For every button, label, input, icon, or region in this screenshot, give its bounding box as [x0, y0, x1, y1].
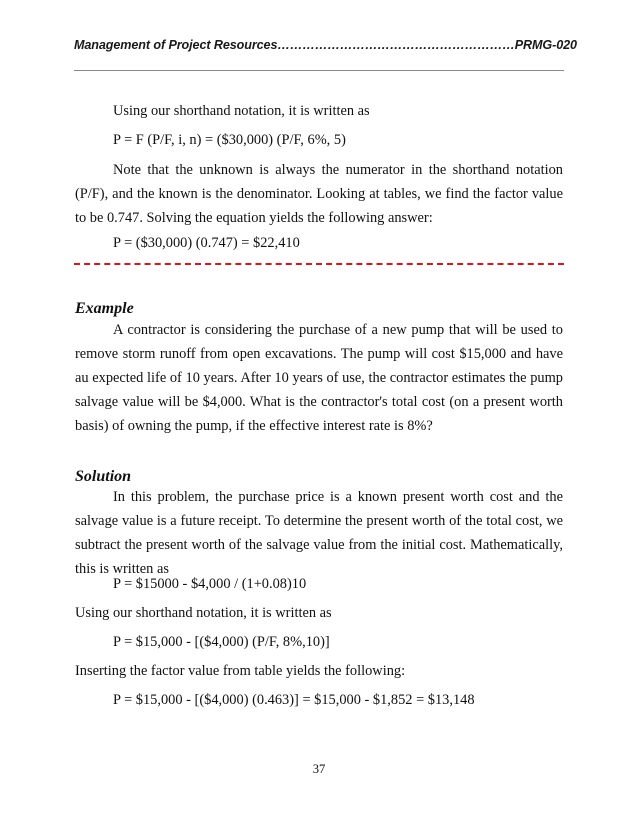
running-header: Management of Project Resources…………………………………………………PRMG-020 — [74, 38, 577, 52]
equation-solution-1: P = $15000 - $4,000 / (1+0.08)10 — [113, 576, 307, 592]
solution-paragraph: In this problem, the purchase price is a known present worth cost and the salvage value is a future receipt. To determine the present worth of the total cost, we subtract the present worth of the salvage value from the initial cost. Mathematically, this is written as — [75, 489, 563, 577]
section-divider — [74, 263, 564, 265]
page-number: 37 — [312, 762, 326, 776]
header-rule — [74, 70, 564, 71]
text-insert-factor: Inserting the factor value from table yields the following: — [75, 663, 406, 679]
paragraph-note: Note that the unknown is always the numerator in the shorthand notation (P/F), and the known is the denominator. Looking at tables, we find the factor value to be 0.747. Solving the equation yields the following answer: — [75, 162, 563, 226]
equation-solution-2: P = $15,000 - [($4,000) (P/F, 8%,10)] — [113, 634, 330, 650]
equation-solution-3: P = $15,000 - [($4,000) (0.463)] = $15,000 - $1,852 = $13,148 — [113, 692, 475, 708]
equation-answer: P = ($30,000) (0.747) = $22,410 — [113, 235, 300, 251]
example-heading: Example — [75, 300, 134, 317]
example-paragraph: A contractor is considering the purchase of a new pump that will be used to remove storm runoff from open excavations. The pump will cost $15,000 and have au expected life of 10 years. After 10 years of use, the contractor estimates the pump salvage value will be $4,000. What is the contractor's total cost (on a present worth basis) of owning the pump, if the effective interest rate is 8%? — [75, 322, 563, 434]
text-shorthand-solution: Using our shorthand notation, it is written as — [75, 605, 332, 621]
solution-heading: Solution — [75, 468, 132, 485]
equation-pf-general: P = F (P/F, i, n) = ($30,000) (P/F, 6%, 5) — [113, 132, 346, 148]
text-shorthand-intro: Using our shorthand notation, it is written as — [113, 103, 370, 119]
